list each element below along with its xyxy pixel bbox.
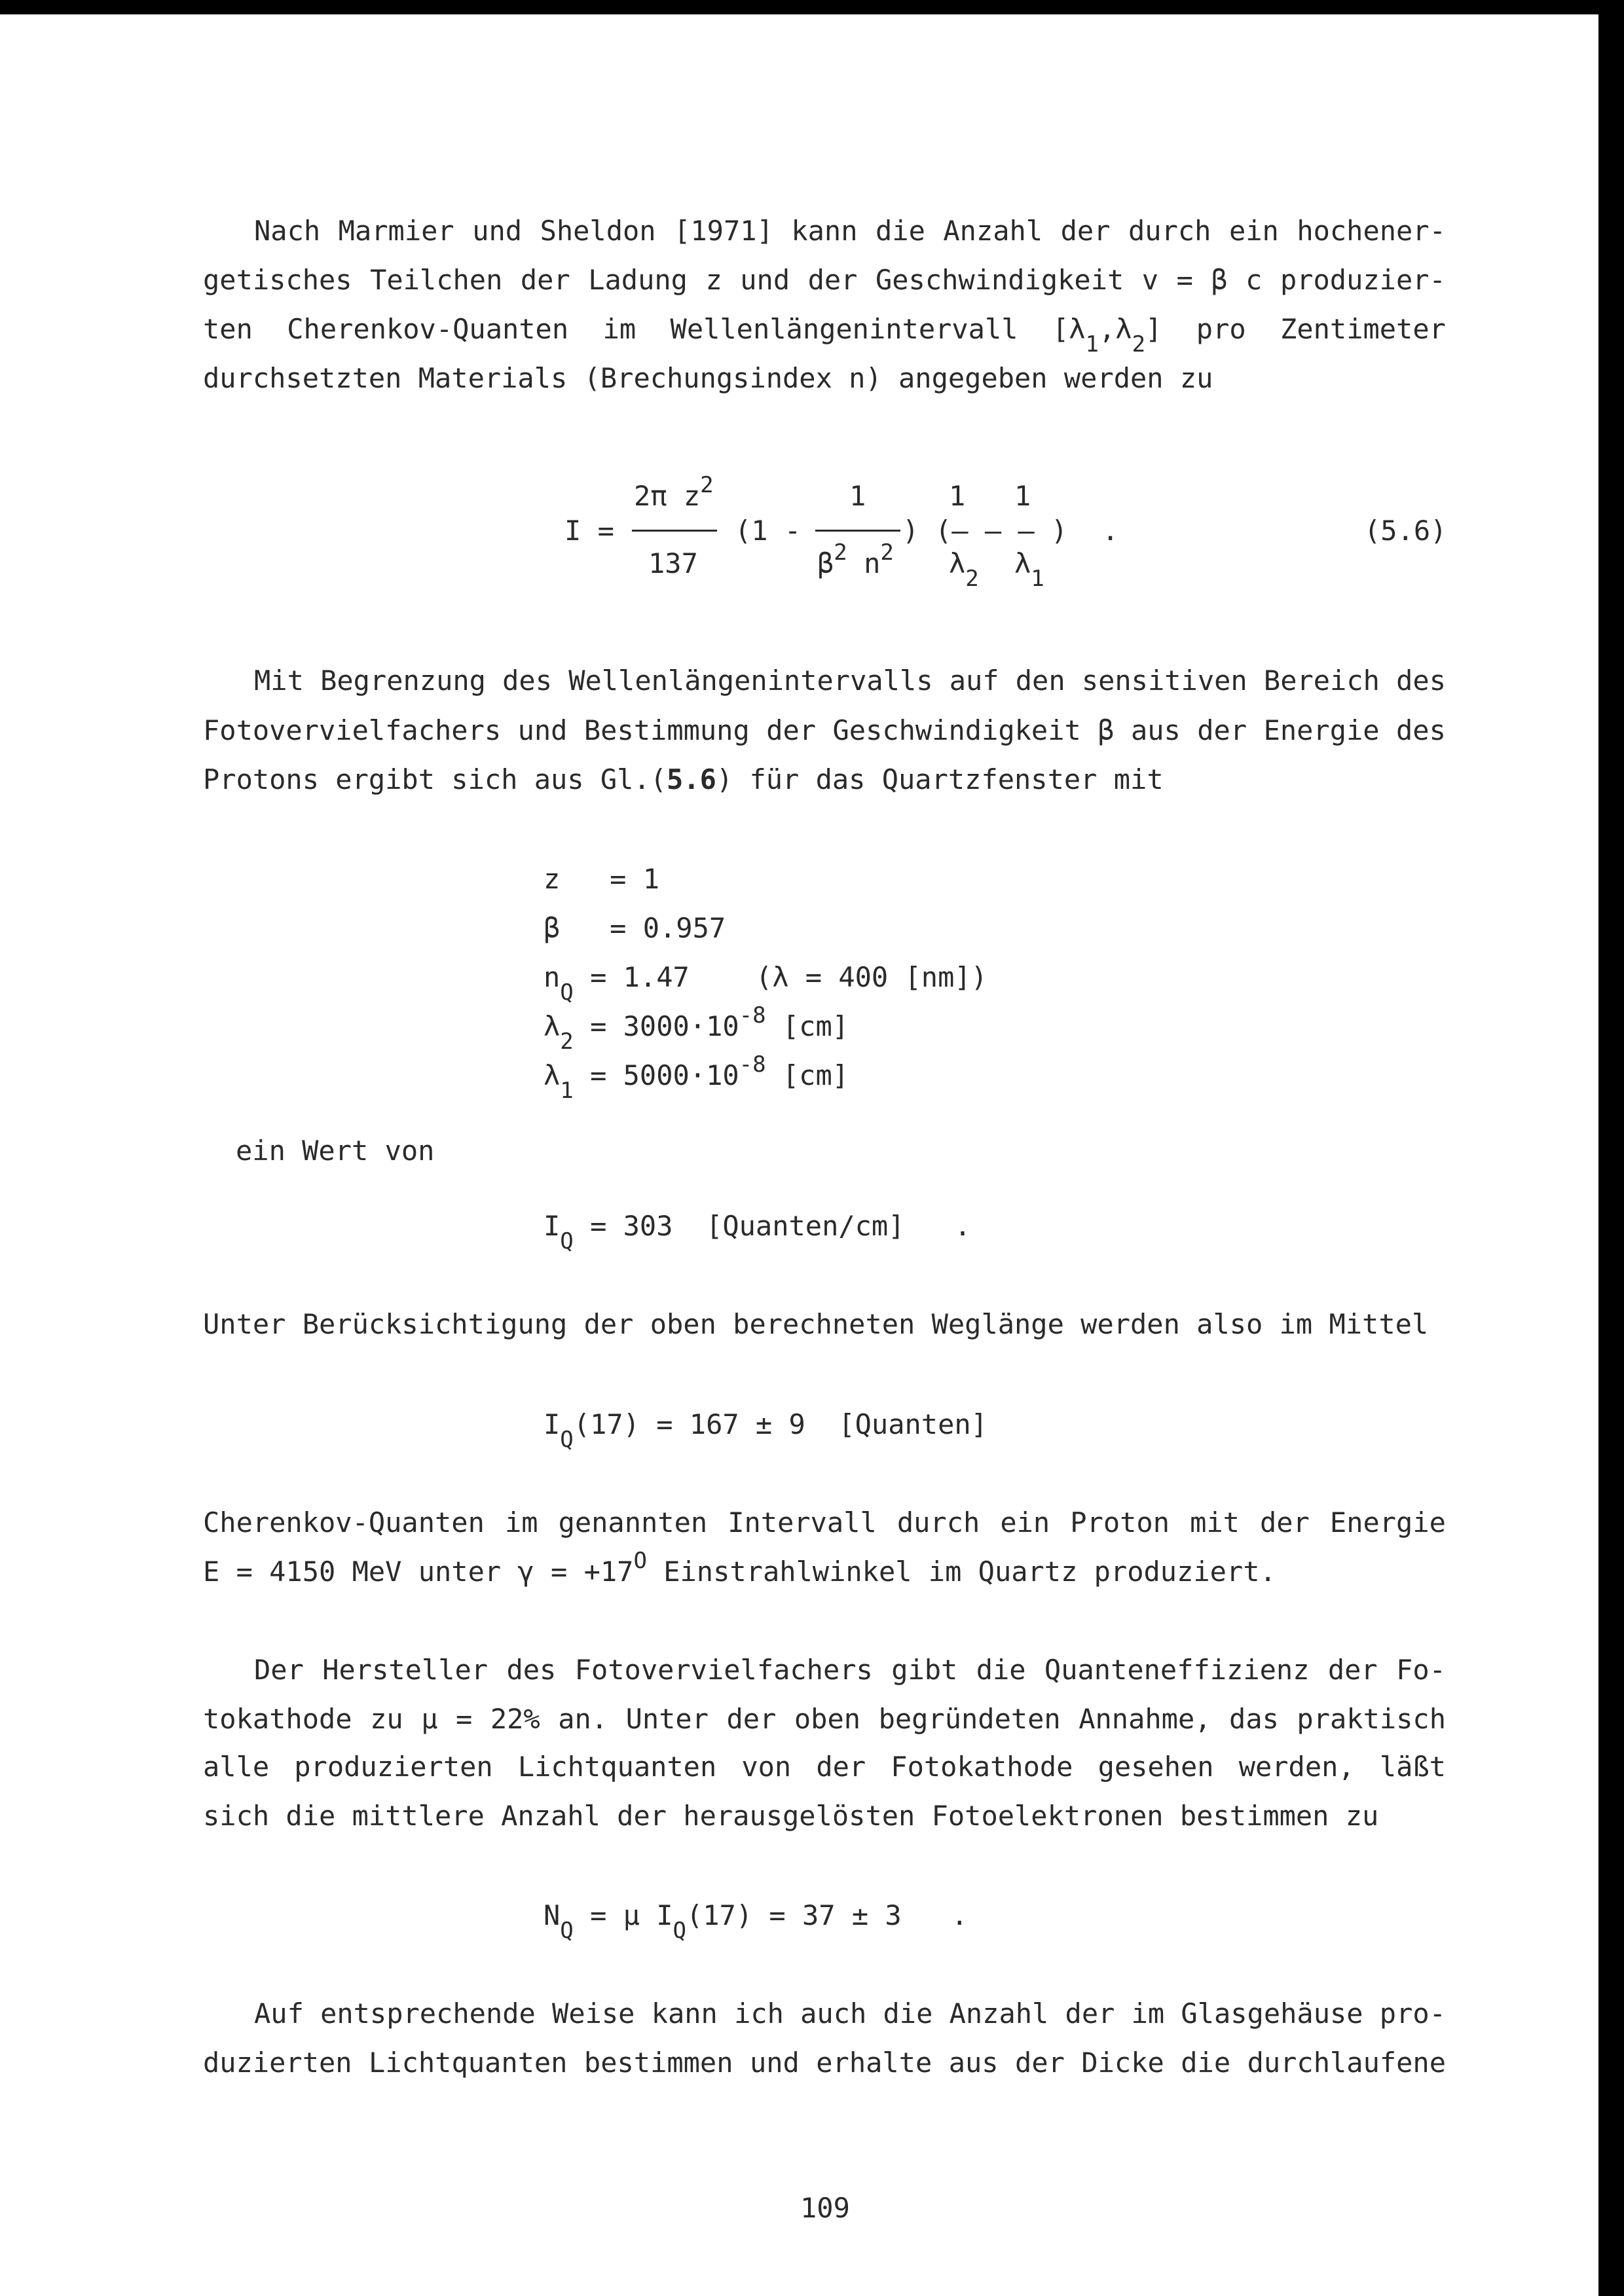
word: des (1396, 665, 1446, 697)
paragraph-2-line-2 (203, 714, 1446, 746)
word: gesehen (1098, 1751, 1214, 1783)
word: Energie (1263, 714, 1380, 746)
word: sensitiven (1081, 665, 1247, 697)
fraction-bar (815, 530, 900, 532)
paragraph-4-line-2: E = 4150 MeV unter $\gamma = +17^O$ Einstrahlwinkel im Quartz produziert. (203, 1548, 1276, 1588)
word: erhalte (816, 2047, 932, 2079)
word: Cherenkov-Quanten (287, 313, 569, 345)
wavelength-interval: $[\lambda_1,\lambda_2]$ (1052, 313, 1162, 357)
word: Geschwindigkeit (875, 264, 1124, 296)
word: Weise (552, 1997, 635, 2030)
word: und (517, 714, 568, 746)
word: = (1176, 264, 1193, 296)
eq-paren-open: (1 - (735, 515, 802, 547)
word: die (1181, 2047, 1231, 2079)
word: Quanteneffizienz (1044, 1654, 1310, 1686)
word: kann (651, 1997, 718, 2030)
word: der (807, 264, 858, 296)
word: der (1259, 1506, 1310, 1539)
equation-number: (5.6) (1364, 515, 1447, 547)
eq-num3: 1 (949, 480, 966, 512)
word: der (816, 1751, 866, 1783)
word: und (740, 264, 790, 296)
word: des (1396, 714, 1446, 746)
word: Glasgehäuse (1181, 1997, 1363, 2030)
value-nQ: $n_Q = 1.47$ (λ = 400 [nm]) (544, 961, 987, 1006)
paragraph-1-line-2 (203, 266, 1446, 294)
word: Ladung (588, 264, 688, 296)
word: im (602, 313, 637, 345)
paragraph-3: Unter Berücksichtigung der oben berechneten Weglänge werden also im Mittel (203, 1308, 1429, 1340)
word: Geschwindigkeit (832, 714, 1081, 746)
eq-num1: 2π $z^2$ (634, 472, 714, 512)
word: werden, (1238, 1751, 1355, 1783)
word: ein (1000, 1506, 1050, 1539)
word: Cherenkov-Quanten (203, 1506, 485, 1539)
word: auch (800, 1997, 867, 2030)
word: pro (1196, 313, 1246, 345)
document-page (0, 14, 1598, 2296)
equation-NQ: $N_Q = \mu$ $I_Q(17) = 37 \pm 3$ . (544, 1899, 968, 1944)
word: Proton (1070, 1506, 1170, 1539)
paragraph-5-line-2 (203, 1705, 1446, 1733)
word: des (506, 1654, 557, 1686)
equation-reference: 5.6 (667, 763, 716, 795)
word: Sheldon (540, 215, 656, 247)
word: der (1065, 1997, 1115, 2030)
word: des (502, 665, 552, 697)
word: Auf (254, 1997, 304, 2030)
word: [1971] (674, 215, 773, 247)
word: μ (421, 1703, 438, 1735)
word: der (520, 264, 570, 296)
eq-den4: $\lambda_1$ (1014, 547, 1044, 592)
word: aus (948, 2047, 999, 2079)
word: hochener- (1297, 215, 1446, 247)
value-lambda2: $\lambda_2 = 3000\cdot 10^{-8}$ [cm] (544, 1002, 849, 1055)
word: β (1098, 714, 1115, 746)
word: ten (203, 313, 253, 345)
word: Dicke (1081, 2047, 1164, 2079)
word: kann (791, 215, 858, 247)
value-lambda1: $\lambda_1 = 5000\cdot 10^{-8}$ [cm] (544, 1051, 849, 1104)
word: der (1060, 215, 1111, 247)
paragraph-5-line-4: sich die mittlere Anzahl der herausgelösten Fotoelektronen bestimmen zu (203, 1800, 1379, 1832)
paragraph-4-line-1 (203, 1506, 1446, 1539)
word: Anzahl (949, 1997, 1049, 2030)
word: Wellenlängenintervalls (568, 665, 933, 697)
word: Lichtquanten (517, 1751, 717, 1783)
word: Lichtquanten (369, 2047, 568, 2079)
word: mit (1190, 1506, 1240, 1539)
word: der (1197, 714, 1247, 746)
word: oben (794, 1703, 861, 1735)
word: c (1246, 264, 1263, 296)
word: praktisch (1297, 1703, 1446, 1735)
word: der (1327, 1654, 1378, 1686)
eq-paren-close: ) (902, 515, 919, 547)
word: und (749, 2047, 800, 2079)
word: im (1131, 1997, 1165, 2030)
word: durch (896, 1506, 980, 1539)
word: alle (203, 1751, 270, 1783)
word: Hersteller (322, 1654, 489, 1686)
word: = (456, 1703, 473, 1735)
word: z (705, 264, 722, 296)
word: Mit (254, 665, 304, 697)
word: gibt (891, 1654, 958, 1686)
word: das (1229, 1703, 1279, 1735)
word: durch (1128, 215, 1211, 247)
word: läßt (1379, 1751, 1446, 1783)
word: von (741, 1751, 792, 1783)
value-z: z = 1 (544, 863, 660, 895)
word: und (472, 215, 523, 247)
word: Teilchen (370, 264, 503, 296)
word: genannten (558, 1506, 708, 1539)
word: begründeten (878, 1703, 1061, 1735)
word: β (1211, 264, 1228, 296)
word: Bereich (1263, 665, 1380, 697)
paragraph-1-line-3 (203, 313, 1446, 357)
word: Fo- (1396, 1654, 1446, 1686)
word: die (976, 1654, 1026, 1686)
word: Energie (1329, 1506, 1446, 1539)
eq-den2: $\beta^2$ $n^2$ (817, 539, 894, 579)
word: entsprechende (320, 1997, 536, 2030)
paragraph-2-line-1 (254, 667, 1446, 695)
eq-lhs: I = (564, 515, 614, 547)
word: Annahme, (1079, 1703, 1211, 1735)
word: die (883, 1997, 933, 2030)
paragraph-1-line-1 (254, 217, 1446, 245)
word: Nach (254, 215, 321, 247)
word: im (504, 1506, 538, 1539)
word: zu (370, 1703, 403, 1735)
paragraph-2-line-3: Protons ergibt sich aus Gl.(5.6) für das Quartzfenster mit (203, 763, 1164, 795)
word: Fotovervielfachers (203, 714, 502, 746)
word: ich (734, 1997, 784, 2030)
word: Begrenzung (320, 665, 486, 697)
ein-wert-von: ein Wert von (236, 1135, 435, 1167)
word: Fotovervielfachers (574, 1654, 873, 1686)
word: Zentimeter (1280, 313, 1446, 345)
word: Unter (625, 1703, 709, 1735)
eq-den1: 137 (648, 547, 698, 579)
word: der (726, 1703, 777, 1735)
paragraph-5-line-3 (203, 1753, 1446, 1781)
paragraph-5-line-1 (254, 1656, 1446, 1684)
word: durchlaufene (1247, 2047, 1446, 2079)
page-number: 109 (800, 2192, 850, 2224)
word: produzier- (1280, 264, 1446, 296)
paragraph-6-line-2 (203, 2049, 1446, 2077)
word: tokathode (203, 1703, 352, 1735)
paragraph-6-line-1 (254, 1997, 1446, 2030)
word: Anzahl (943, 215, 1043, 247)
word: produzierten (294, 1751, 493, 1783)
word: der (1015, 2047, 1065, 2079)
word: getisches (203, 264, 352, 296)
eq-lambda-diff: (— — — ) (935, 515, 1068, 547)
word: Intervall (728, 1506, 877, 1539)
word: auf (949, 665, 999, 697)
word: aus (1130, 714, 1181, 746)
eq-period: . (1102, 515, 1119, 547)
equation-IQ17: $I_Q(17) = 167 \pm 9$ [Quanten] (544, 1408, 987, 1453)
word: 22% (490, 1703, 540, 1735)
word: duzierten (203, 2047, 352, 2079)
word: Bestimmung (583, 714, 750, 746)
word: ein (1228, 215, 1279, 247)
word: die (876, 215, 925, 247)
word: pro- (1379, 1997, 1446, 2030)
word: Marmier (338, 215, 454, 247)
fraction-bar (632, 530, 717, 532)
word: den (1015, 665, 1065, 697)
word: an. (558, 1703, 608, 1735)
word: Fotokathode (891, 1751, 1073, 1783)
value-beta: β = 0.957 (544, 912, 726, 944)
eq-num4: 1 (1014, 480, 1031, 512)
eq-num2: 1 (849, 480, 866, 512)
word: Der (254, 1654, 304, 1686)
word: Wellenlängenintervall (670, 313, 1018, 345)
equation-IQ: $I_Q = 303$ [Quanten/cm] . (544, 1210, 971, 1254)
word: bestimmen (583, 2047, 733, 2079)
word: der (766, 714, 817, 746)
paragraph-1-line-4: durchsetzten Materials (Brechungsindex n) angegeben werden zu (203, 362, 1213, 394)
eq-den3: $\lambda_2$ (949, 547, 979, 592)
word: v (1141, 264, 1159, 296)
